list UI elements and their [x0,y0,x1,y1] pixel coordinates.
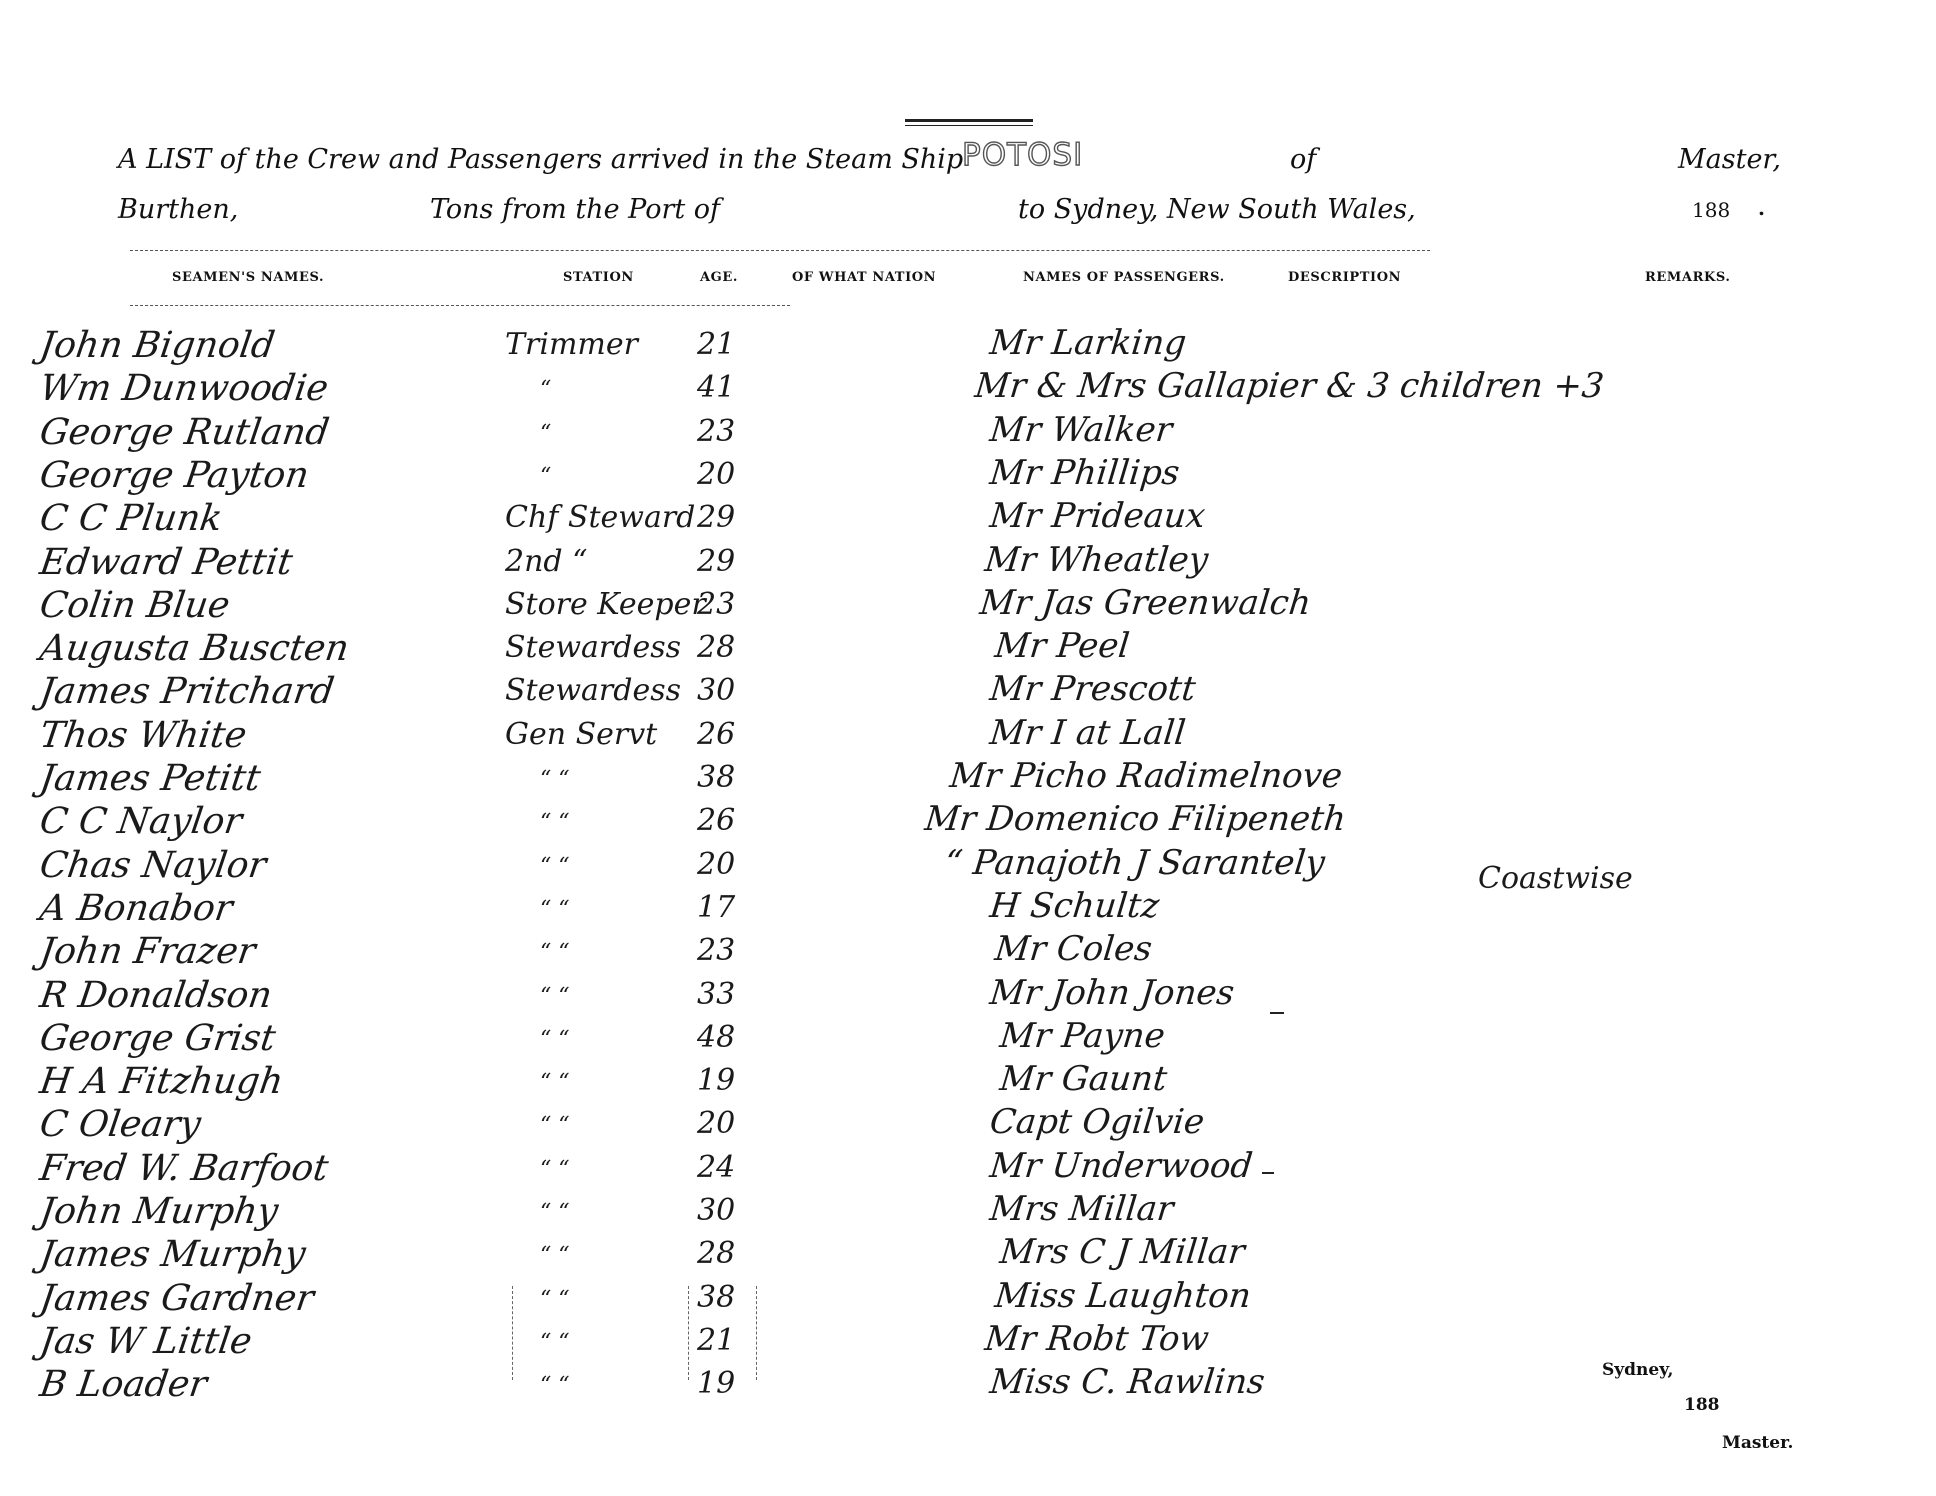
age-cell: 21 [697,327,736,362]
age-cell: 48 [697,1020,736,1055]
age-cell: 23 [697,587,736,622]
col-remarks: REMARKS. [1645,270,1731,285]
passenger-name: Mr I at Lall [987,713,1188,753]
station-cell: “ “ [540,810,570,835]
seaman-name: Chas Naylor [37,845,269,886]
station-cell: “ “ [540,1287,570,1312]
station-cell: “ “ [540,854,570,879]
age-cell: 19 [697,1063,736,1098]
station-cell: Store Keeper [505,587,706,622]
age-cell: 20 [697,1106,736,1141]
age-cell: 33 [697,977,736,1012]
seaman-name: James Pritchard [37,671,337,712]
seaman-name: C C Naylor [37,801,245,842]
age-cell: 21 [697,1323,736,1358]
age-cell: 26 [697,717,736,752]
age-cell: 19 [697,1366,736,1401]
passenger-name: Mr Picho Radimelnove [947,756,1345,796]
seaman-name: John Frazer [37,931,259,972]
footer-master: Master. [1722,1433,1794,1453]
seaman-name: Fred W. Barfoot [37,1148,331,1189]
passenger-name: Mr Prideaux [987,496,1208,536]
age-cell: 23 [697,414,736,449]
station-cell: “ [540,377,552,402]
station-cell: “ [540,421,552,446]
age-cell: 29 [697,500,736,535]
seaman-name: Wm Dunwoodie [37,368,331,409]
seaman-name: John Bignold [37,325,278,366]
passenger-name: “ Panajoth J Sarantely [942,843,1327,883]
age-cell: 24 [697,1150,736,1185]
age-cell: 23 [697,933,736,968]
station-cell: Trimmer [505,327,638,362]
station-cell: “ “ [540,767,570,792]
station-divider [512,1286,513,1380]
heading-year-dot: . [1758,196,1765,220]
seaman-name: C Oleary [37,1104,204,1145]
passenger-name: Mr Prescott [987,669,1198,709]
passenger-name: Mr Coles [992,929,1154,969]
age-cell: 30 [697,673,736,708]
age-cell: 29 [697,544,736,579]
passenger-name: Mr Domenico Filipeneth [922,799,1348,839]
heading-master: Master, [1678,144,1781,175]
heading-rule [130,250,1430,251]
footer-year: 188 [1684,1395,1720,1415]
station-cell: Chf Steward [505,500,696,535]
passenger-name: Mr Gaunt [997,1059,1169,1099]
station-cell: Stewardess [505,673,682,708]
age-cell: 20 [697,847,736,882]
station-cell: “ “ [540,1157,570,1182]
station-cell: “ “ [540,940,570,965]
seaman-name: Edward Pettit [37,542,296,583]
passenger-name: Mrs Millar [987,1189,1176,1229]
description-dash [1262,1172,1274,1174]
heading-burthen: Burthen, [118,194,239,225]
passenger-name: Mr Walker [987,410,1175,450]
seaman-name: C C Plunk [37,498,225,539]
ship-name-stamp: POTOSI [962,137,1084,173]
passenger-name: Mr Jas Greenwalch [977,583,1313,623]
station-cell: “ “ [540,1070,570,1095]
seaman-name: James Murphy [37,1234,309,1275]
seaman-name: Thos White [37,715,250,756]
age-cell: 30 [697,1193,736,1228]
seaman-name: John Murphy [37,1191,281,1232]
passenger-name: Miss Laughton [992,1276,1253,1316]
seaman-name: George Rutland [37,412,332,453]
header-ornament-rule-thin [905,125,1033,126]
seaman-name: H A Fitzhugh [37,1061,286,1102]
passenger-name: Mr Robt Tow [982,1319,1211,1359]
col-nation: OF WHAT NATION [792,270,937,285]
passenger-name: Mr John Jones [987,973,1237,1013]
passenger-name: Mr Phillips [987,453,1182,493]
age-cell: 38 [697,1280,736,1315]
passenger-name: Mr Larking [987,323,1189,363]
passenger-name: Mr Wheatley [982,540,1211,580]
seaman-name: R Donaldson [37,975,275,1016]
seaman-name: James Petitt [37,758,264,799]
footer-sydney: Sydney, [1602,1360,1674,1380]
col-age: AGE. [700,270,739,285]
station-cell: 2nd “ [505,544,588,579]
station-cell: Stewardess [505,630,682,665]
age-cell: 20 [697,457,736,492]
age-divider-right [756,1286,757,1380]
col-description: DESCRIPTION [1288,270,1402,285]
passenger-name: H Schultz [987,886,1162,926]
passenger-name: Mr Underwood [987,1146,1255,1186]
station-cell: “ “ [540,897,570,922]
heading-of: of [1290,144,1317,175]
seaman-name: Augusta Buscten [37,628,352,669]
age-cell: 28 [697,1236,736,1271]
seaman-name: B Loader [37,1364,210,1405]
passenger-name: Miss C. Rawlins [987,1362,1267,1402]
age-cell: 41 [697,370,736,405]
passenger-name: Mr Peel [992,626,1132,666]
list-heading: A LIST of the Crew and Passengers arrived in the Steam Ship [118,144,964,175]
header-ornament-rule [905,119,1033,122]
age-cell: 17 [697,890,736,925]
station-cell: “ [540,464,552,489]
heading-year: 188 [1692,198,1731,222]
station-cell: “ “ [540,1027,570,1052]
age-divider [688,1286,689,1380]
passenger-name: Mrs C J Millar [997,1232,1247,1272]
heading-to-sydney: to Sydney, New South Wales, [1018,194,1416,225]
age-cell: 38 [697,760,736,795]
seaman-name: George Grist [37,1018,279,1059]
seaman-name: Colin Blue [37,585,233,626]
col-station: STATION [563,270,634,285]
seaman-name: Jas W Little [37,1321,255,1362]
seaman-name: A Bonabor [37,888,236,929]
station-cell: Gen Servt [505,717,658,752]
passenger-name: Mr & Mrs Gallapier & 3 children +3 [972,366,1606,406]
seaman-name: James Gardner [37,1278,317,1319]
station-cell: “ “ [540,1243,570,1268]
col-passengers: NAMES OF PASSENGERS. [1023,270,1225,285]
description-dash [1270,1012,1284,1014]
station-cell: “ “ [540,1200,570,1225]
station-cell: “ “ [540,1373,570,1398]
station-cell: “ “ [540,984,570,1009]
station-cell: “ “ [540,1113,570,1138]
station-cell: “ “ [540,1330,570,1355]
seaman-name: George Payton [37,455,312,496]
passenger-name: Mr Payne [997,1016,1167,1056]
age-cell: 26 [697,803,736,838]
age-cell: 28 [697,630,736,665]
column-rule [130,305,790,306]
col-seamens-names: SEAMEN'S NAMES. [172,270,325,285]
remark-coastwise: Coastwise [1478,861,1633,896]
passenger-name: Capt Ogilvie [987,1102,1207,1142]
heading-tons-from-port: Tons from the Port of [430,194,721,225]
